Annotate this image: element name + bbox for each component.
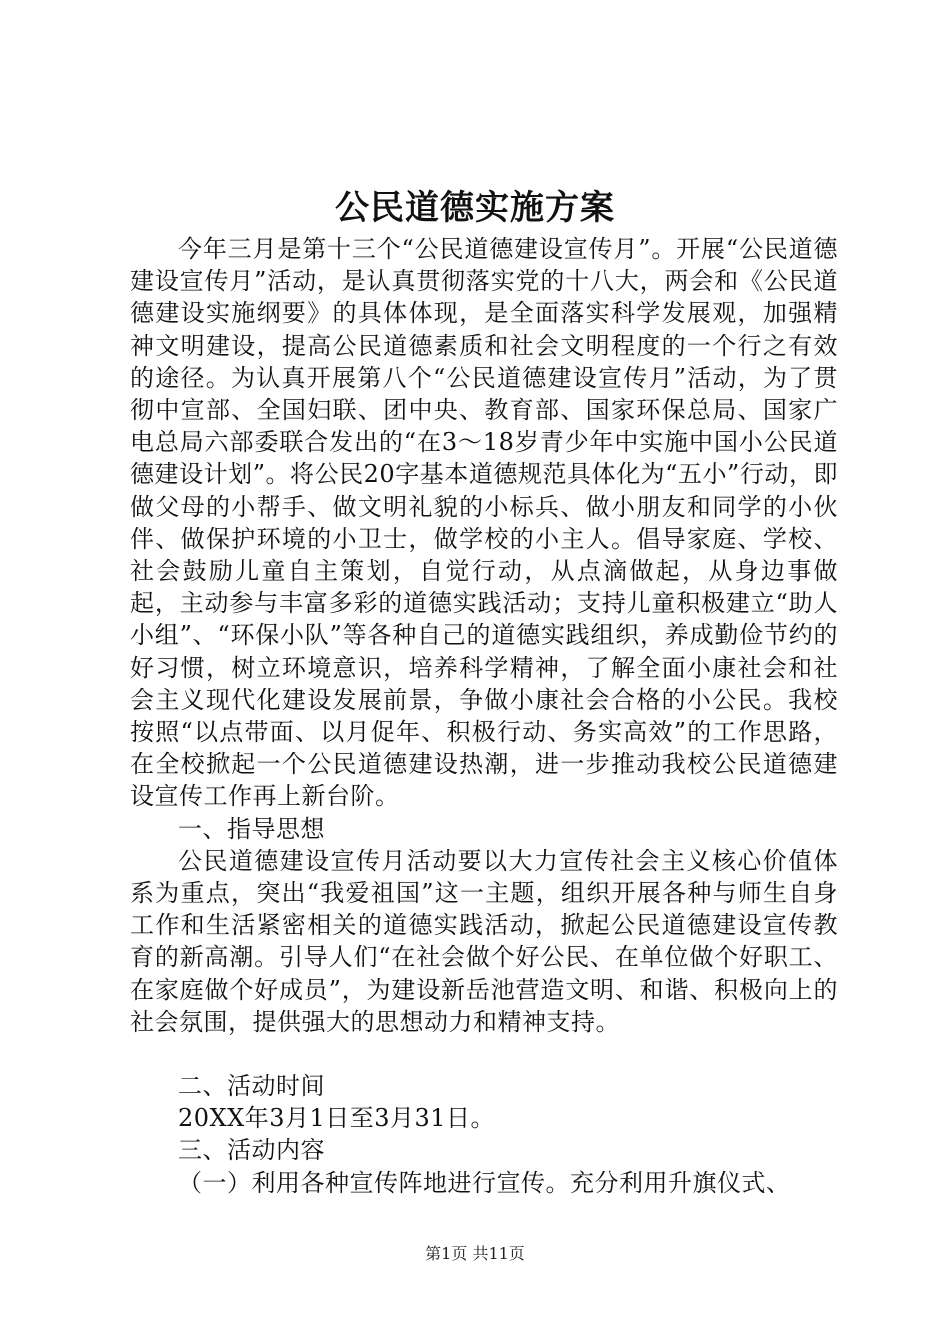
content-item-1: （一）利用各种宣传阵地进行宣传。充分利用升旗仪式、 xyxy=(178,1168,791,1197)
page-footer: 第1页 共11页 xyxy=(425,1244,525,1263)
document-body xyxy=(130,233,838,1199)
paragraph-spacer xyxy=(130,1038,838,1070)
section-heading-guiding: 一、指导思想 xyxy=(178,814,325,843)
intro-paragraph: 今年三月是第十三个“公民道德建设宣传月”。开展“公民道德建设宣传月”活动，是认真贯彻落实党的十八大，两会和《公民道德建设实施纲要》的具体体现，是全面落实科学发展观，加强精神文明建设，提高公民道德素质和社会文明程度的一个行之有效的途径。为认真开展第八个“公民道德建设宣传月”活动，为了贯彻中宣部、全国妇联、团中央、教育部、国家环保总局、国家广电总局六部委联合发出的“在3～18岁青少年中实施中国小公民道德建设计划”。将公民20字基本道德规范具体化为“五小”行动，即做父母的小帮手、做文明礼貌的小标兵、做小朋友和同学的小伙伴、做保护环境的小卫士，做学校的小主人。倡导家庭、学校、社会鼓励儿童自主策划，自觉行动，从点滴做起，从身边事做起，主动参与丰富多彩的道德实践活动；支持儿童积极建立“助人小组”、“环保小队”等各种自己的道德实践组织，养成勤俭节约的好习惯，树立环境意识，培养科学精神，了解全面小康社会和社会主义现代化建设发展前景，争做小康社会合格的小公民。我校按照“以点带面、以月促年、积极行动、务实高效”的工作思路，在全校掀起一个公民道德建设热潮，进一步推动我校公民道德建设宣传工作再上新台阶。 xyxy=(130,235,838,811)
activity-time-text: 20XX年3月1日至3月31日。 xyxy=(178,1104,496,1133)
page-title: 公民道德实施方案 xyxy=(335,188,615,228)
section-heading-time: 二、活动时间 xyxy=(178,1072,325,1101)
guiding-paragraph: 公民道德建设宣传月活动要以大力宣传社会主义核心价值体系为重点，突出“我爱祖国”这一主题，组织开展各种与师生自身工作和生活紧密相关的道德实践活动，掀起公民道德建设宣传教育的新高潮。引导人们“在社会做个好公民、在单位做个好职工、在家庭做个好成员”，为建设新岳池营造文明、和谐、积极向上的社会氛围，提供强大的思想动力和精神支持。 xyxy=(130,846,838,1036)
section-heading-content: 三、活动内容 xyxy=(178,1136,325,1165)
